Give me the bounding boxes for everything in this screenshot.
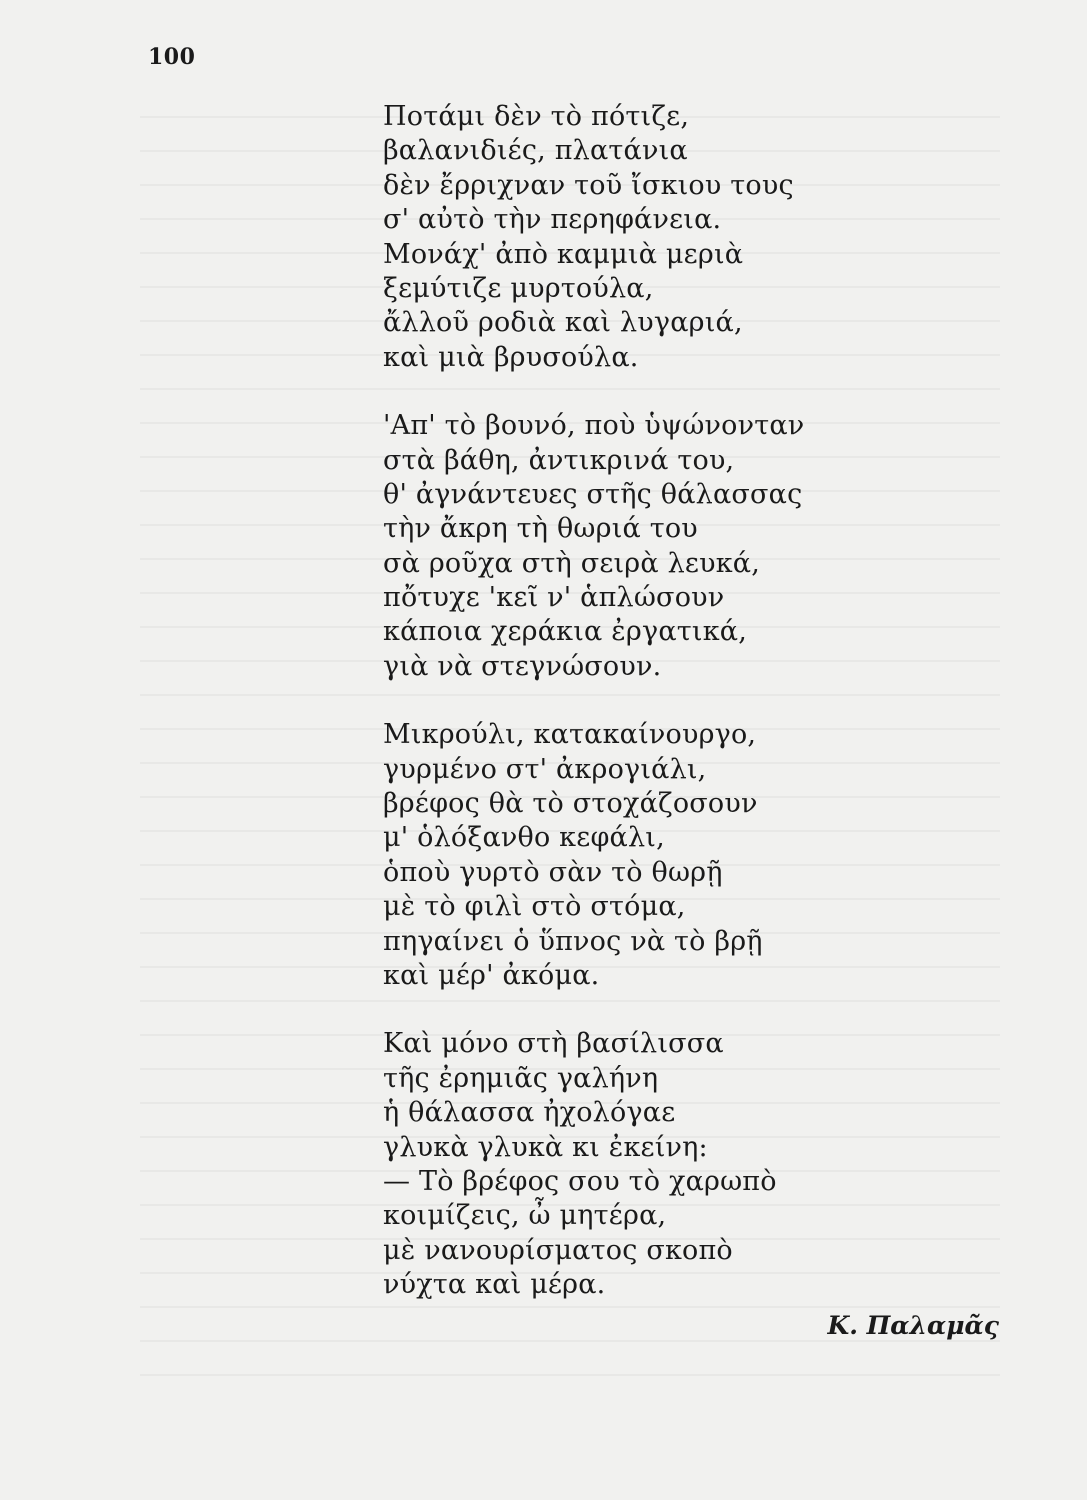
poem-line: σ' αὐτὸ τὴν περηφάνεια. xyxy=(383,204,722,236)
poem-line: βαλανιδιές, πλατάνια xyxy=(383,135,688,167)
poem-line: καὶ μέρ' ἀκόμα. xyxy=(383,959,600,991)
stanza xyxy=(383,100,804,375)
poem xyxy=(383,100,804,1303)
poem-line: ξεμύτιζε μυρτούλα, xyxy=(383,272,654,304)
stanza xyxy=(383,718,804,993)
poem-line: τῆς ἐρημιᾶς γαλήνη xyxy=(383,1062,659,1094)
author-signature: Κ. Παλαμᾶς xyxy=(827,1311,999,1340)
poem-line: κάποια χεράκια ἐργατικά, xyxy=(383,616,747,648)
poem-line: Καὶ μόνο στὴ βασίλισσα xyxy=(383,1028,724,1060)
poem-line: γλυκὰ γλυκὰ κι ἐκείνη: xyxy=(383,1131,708,1163)
poem-line: θ' ἀγνάντευες στῆς θάλασσας xyxy=(383,478,803,510)
poem-line: μὲ νανουρίσματος σκοπὸ xyxy=(383,1234,733,1266)
poem-line: στὰ βάθη, ἀντικρινά του, xyxy=(383,444,735,476)
stanza xyxy=(383,1027,804,1302)
poem-line: μ' ὁλόξανθο κεφάλι, xyxy=(383,822,665,854)
poem-line: ὁποὺ γυρτὸ σὰν τὸ θωρῇ xyxy=(383,856,723,888)
poem-line: — Τὸ βρέφος σου τὸ χαρωπὸ xyxy=(383,1165,777,1197)
poem-line: τὴν ἄκρη τὴ θωριά του xyxy=(383,513,698,545)
stanza xyxy=(383,409,804,684)
poem-line: γυρμένο στ' ἀκρογιάλι, xyxy=(383,753,707,785)
poem-line: Ποτάμι δὲν τὸ πότιζε, xyxy=(383,101,690,132)
poem-line: νύχτα καὶ μέρα. xyxy=(383,1269,606,1301)
poem-line: δὲν ἔρριχναν τοῦ ἴσκιου τους xyxy=(383,169,794,201)
poem-line: σὰ ροῦχα στὴ σειρὰ λευκά, xyxy=(383,547,760,579)
poem-line: Μικρούλι, κατακαίνουργο, xyxy=(383,719,757,751)
poem-line: μὲ τὸ φιλὶ στὸ στόμα, xyxy=(383,891,686,923)
poem-line: Μονάχ' ἀπὸ καμμιὰ μεριὰ xyxy=(383,238,744,270)
poem-line: κοιμίζεις, ὦ μητέρα, xyxy=(383,1200,667,1232)
poem-line: ἄλλοῦ ροδιὰ καὶ λυγαριά, xyxy=(383,307,743,339)
poem-line: βρέφος θὰ τὸ στοχάζοσουν xyxy=(383,788,758,820)
poem-line: 'Απ' τὸ βουνό, ποὺ ὑψώνονταν xyxy=(383,410,805,442)
poem-line: ἡ θάλασσα ἠχολόγαε xyxy=(383,1097,676,1129)
poem-line: πηγαίνει ὁ ὕπνος νὰ τὸ βρῇ xyxy=(383,925,763,957)
page-number: 100 xyxy=(148,44,196,70)
poem-line: πὄτυχε 'κεῖ ν' ἁπλώσουν xyxy=(383,582,725,614)
poem-line: καὶ μιὰ βρυσούλα. xyxy=(383,341,639,373)
poem-line: γιὰ νὰ στεγνώσουν. xyxy=(383,650,662,682)
